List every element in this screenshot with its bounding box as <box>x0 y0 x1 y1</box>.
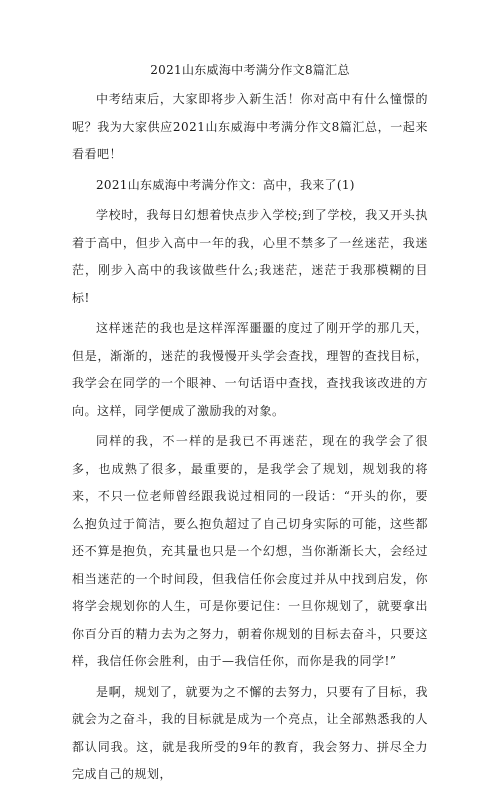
intro-paragraph: 中考结束后，大家即将步入新生活！你对高中有什么憧憬的呢？我为大家供应2021山东威海中考满分作文8篇汇总，一起来看看吧！ <box>72 92 428 161</box>
document-title: 2021山东威海中考满分作文8篇汇总 <box>150 63 350 77</box>
essay-paragraph: 这样迷茫的我也是这样浑浑噩噩的度过了刚开学的那几天，但是，渐渐的，迷茫的我慢慢开头学会查找，理智的查找目标，我学会在同学的一个眼神、一句话语中查找，查找我该改进的方向。这样，同学便成了激励我的对象。 <box>72 321 428 418</box>
essay-title: 2021山东威海中考满分作文：高中，我来了(1) <box>96 177 355 192</box>
essay-paragraph: 同样的我，不一样的是我已不再迷茫，现在的我学会了很多，也成熟了很多，最重要的，是我学会了规划，规划我的将来，不只一位老师曾经跟我说过相同的一段话：“开头的你，要么抱负过于简洁，要么抱负超过了自己切身实际的可能，这些都还不算是抱负，充其量也只是一个幻想，当你渐渐长大，会经过相当迷茫的一个时间段，但我信任你会度过并从中找到启发，你将学会规划你的人生，可是你要记住：一旦你规划了，就要拿出你百分百的精力去为之努力，朝着你规划的目标去奋斗，只要这样，我信任你会胜利，由于—我信任你，而你是我的同学!” <box>72 434 428 668</box>
essay-paragraph: 学校时，我每日幻想着快点步入学校;到了学校，我又开头执着于高中，但步入高中一年的我，心里不禁多了一丝迷茫，我迷茫，刚步入高中的我该做些什么;我迷茫，迷茫于我那模糊的目标! <box>72 208 428 305</box>
essay-paragraph: 是啊，规划了，就要为之不懈的去努力，只要有了目标，我就会为之奋斗，我的目标就是成为一个亮点，让全部熟悉我的人都认同我。这，就是我所受的9年的教育，我会努力、拼尽全力完成自己的规划， <box>72 684 428 781</box>
